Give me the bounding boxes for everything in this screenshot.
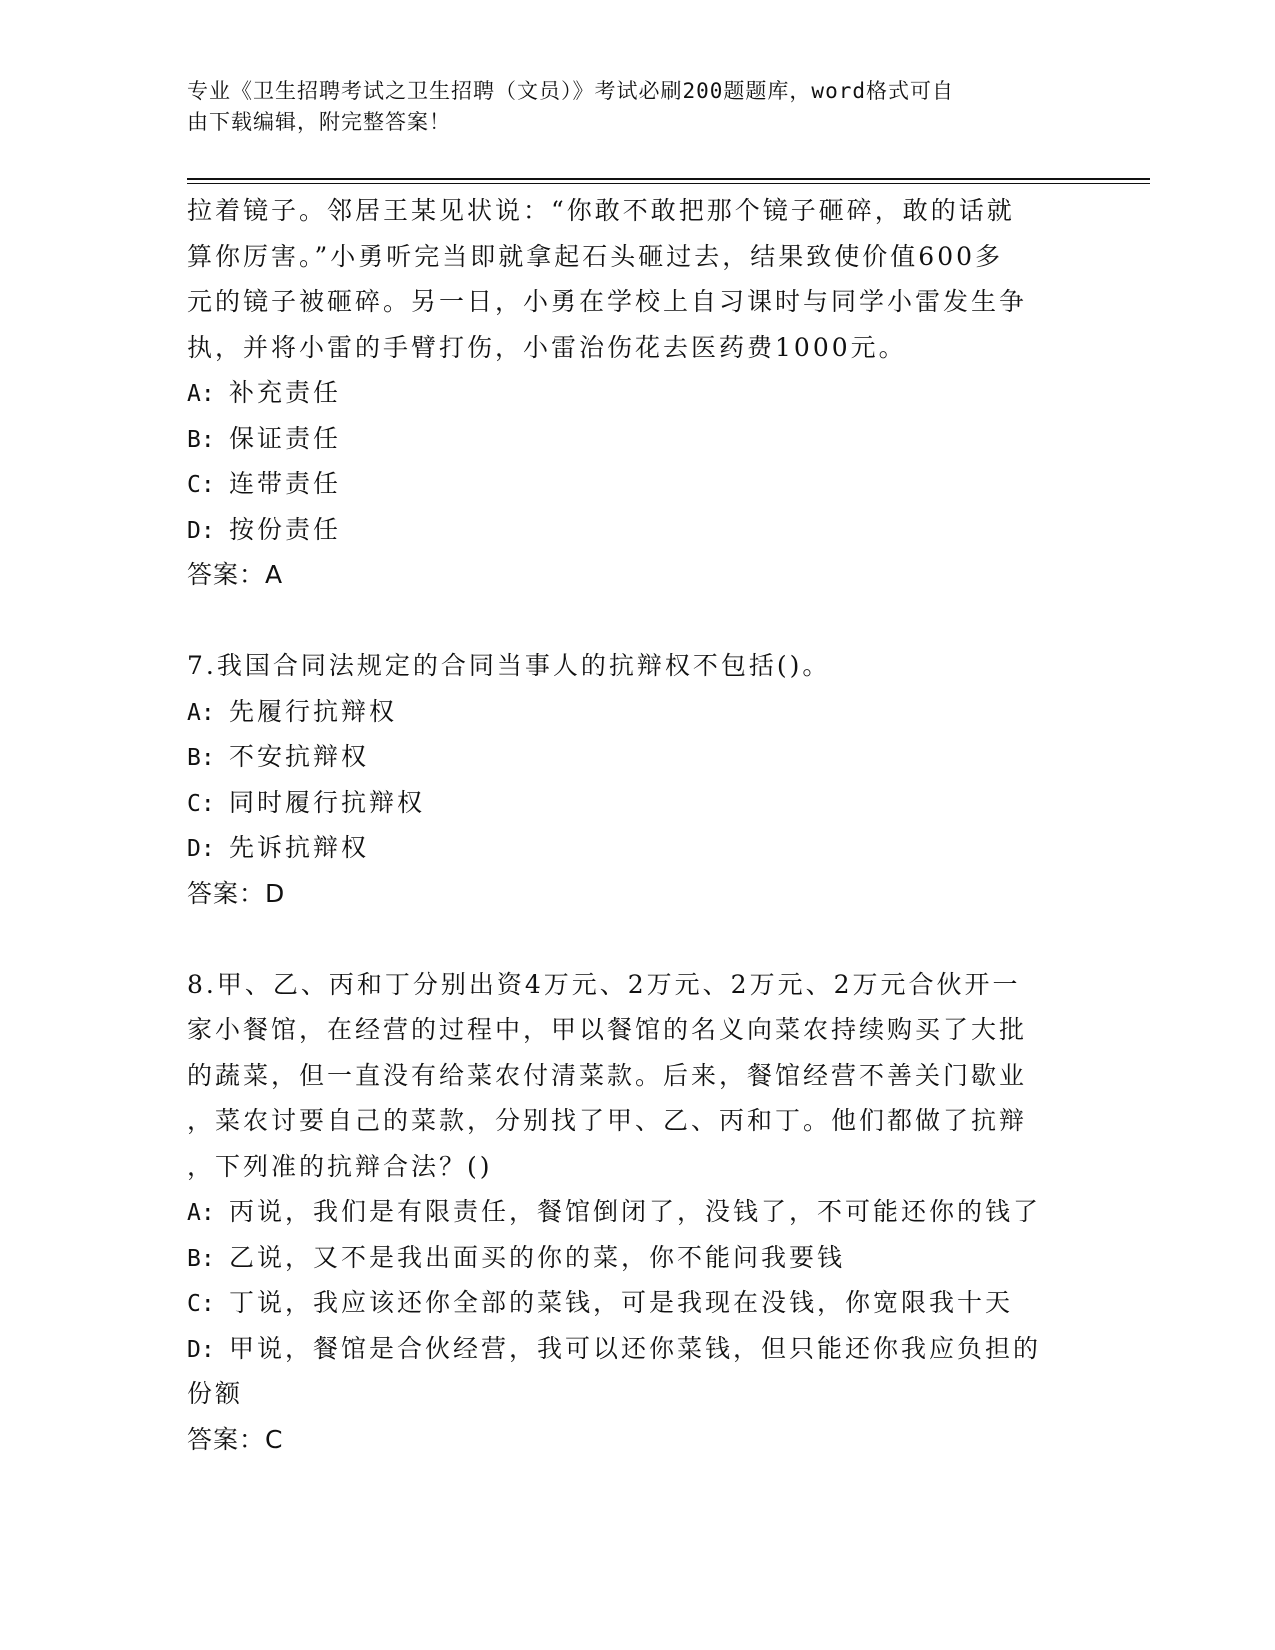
option-letter: D:: [187, 836, 215, 862]
question-6-option-d: [187, 507, 1087, 553]
question-7-answer: 答案：D: [187, 878, 286, 908]
question-6-stem-line-3: 元的镜子被砸碎。另一日，小勇在学校上自习课时与同学小雷发生争: [187, 287, 1028, 316]
question-8-stem-line-5: ，下列准的抗辩合法？(): [187, 1151, 493, 1181]
question-8-option-c: [187, 1280, 1087, 1326]
question-6-option-c: [187, 461, 1087, 507]
option-text: 连带责任: [229, 469, 342, 498]
question-7-option-b: [187, 734, 1087, 780]
question-8-option-b: [187, 1235, 1087, 1281]
spacer: [187, 916, 1087, 962]
option-letter: B:: [187, 426, 215, 453]
option-letter: D:: [187, 1336, 215, 1363]
option-text: 甲说，餐馆是合伙经营，我可以还你菜钱，但只能还你我应负担的: [229, 1333, 1042, 1363]
option-text: 按份责任: [229, 514, 342, 544]
question-8-stem-line-2: 家小餐馆，在经营的过程中，甲以餐馆的名义向菜农持续购买了大批: [187, 1015, 1028, 1044]
question-8-option-d: [187, 1326, 1087, 1372]
question-6: [187, 188, 1087, 598]
header-divider: [187, 178, 1150, 184]
option-letter: D:: [187, 517, 215, 544]
question-7-option-a: [187, 689, 1087, 735]
question-6-answer: 答案：A: [187, 560, 284, 589]
question-7-option-c: [187, 780, 1087, 826]
question-8: [187, 962, 1087, 1463]
option-text: 丙说，我们是有限责任，餐馆倒闭了，没钱了，不可能还你的钱了: [229, 1197, 1042, 1226]
option-letter: A:: [187, 1200, 215, 1226]
option-text: 不安抗辩权: [229, 742, 370, 771]
question-7-option-d: [187, 825, 1087, 871]
header-line-2: 由下载编辑，附完整答案！: [187, 110, 451, 134]
header-line-1: 专业《卫生招聘考试之卫生招聘（文员）》考试必刷200题题库，word格式可自: [187, 79, 954, 103]
page-header: [187, 76, 1067, 138]
option-text: 先诉抗辩权: [229, 833, 370, 862]
option-letter: A:: [187, 381, 215, 407]
question-6-stem-line-4: 执，并将小雷的手臂打伤，小雷治伤花去医药费1000元。: [187, 332, 907, 362]
question-8-stem-line-4: ，菜农讨要自己的菜款，分别找了甲、乙、丙和丁。他们都做了抗辩: [187, 1106, 1028, 1135]
document-body: [187, 188, 1087, 1462]
option-text: 乙说，又不是我出面买的你的菜，你不能问我要钱: [229, 1242, 846, 1272]
option-text: 同时履行抗辩权: [229, 787, 426, 817]
option-letter: A:: [187, 699, 215, 726]
spacer: [187, 598, 1087, 644]
question-8-option-d-continuation: 份额: [187, 1379, 244, 1408]
question-8-answer: 答案：C: [187, 1424, 284, 1454]
question-6-option-a: [187, 370, 1087, 416]
question-8-stem-line-1: 8.甲、乙、丙和丁分别出资4万元、2万元、2万元、2万元合伙开一: [187, 969, 1021, 999]
option-text: 先履行抗辩权: [229, 696, 398, 726]
question-6-option-b: [187, 416, 1087, 462]
option-letter: C:: [187, 1291, 215, 1317]
question-7: [187, 643, 1087, 916]
question-6-stem-line-2: 算你厉害。”小勇听完当即就拿起石头砸过去，结果致使价值600多: [187, 241, 1004, 271]
question-8-option-a: [187, 1189, 1087, 1235]
option-letter: B:: [187, 745, 215, 771]
option-text: 补充责任: [229, 378, 342, 407]
question-6-stem-line-1: 拉着镜子。邻居王某见状说：“你敢不敢把那个镜子砸碎，敢的话就: [187, 196, 1015, 225]
question-7-stem: 7.我国合同法规定的合同当事人的抗辩权不包括()。: [187, 651, 831, 680]
option-letter: C:: [187, 790, 215, 817]
option-text: 保证责任: [229, 423, 342, 453]
option-letter: C:: [187, 472, 215, 498]
option-text: 丁说，我应该还你全部的菜钱，可是我现在没钱，你宽限我十天: [229, 1288, 1014, 1317]
question-8-stem-line-3: 的蔬菜，但一直没有给菜农付清菜款。后来，餐馆经营不善关门歇业: [187, 1060, 1028, 1090]
option-letter: B:: [187, 1245, 215, 1272]
